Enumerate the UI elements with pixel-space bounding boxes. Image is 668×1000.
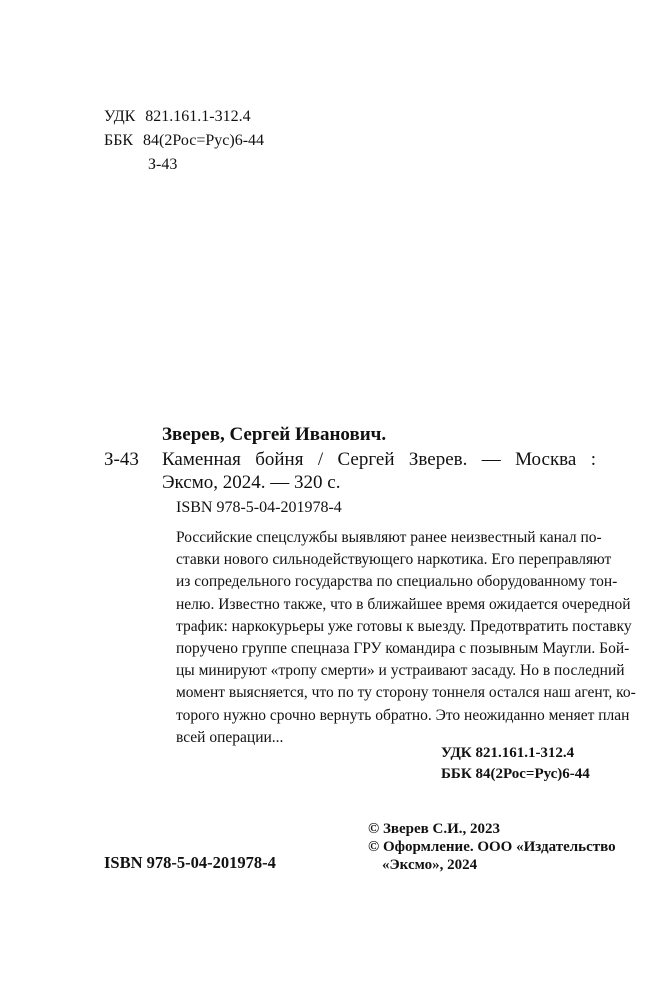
annotation-line: поручено группе спецназа ГРУ командира с позывным Маугли. Бой-: [176, 640, 630, 658]
copyright-author: © Зверев С.И., 2023: [368, 821, 500, 837]
annotation-line: нелю. Известно также, что в ближайшее время ожидается очередной: [176, 595, 631, 613]
annotation-line: трафик: наркокурьеры уже готовы к выезду. Предотвратить поставку: [176, 617, 632, 635]
author-name: Зверев, Сергей Иванович.: [162, 424, 387, 445]
udk-value: 821.161.1-312.4: [145, 108, 251, 125]
udk-label: УДК: [104, 108, 136, 125]
annotation-line: торого нужно срочно вернуть обратно. Это неожиданно меняет план: [176, 706, 630, 724]
bbk-code: [104, 129, 264, 153]
title-line-2: Эксмо, 2024. — 320 с.: [162, 472, 341, 493]
bbk-label: ББК: [104, 132, 134, 149]
author-mark-header: З-43: [148, 156, 178, 173]
annotation-line: всей операции...: [176, 728, 284, 746]
isbn-record: ISBN 978-5-04-201978-4: [176, 499, 342, 516]
annotation-line: ставки нового сильнодействующего наркотика. Его переправляют: [176, 551, 612, 569]
bbk-bottom: ББК 84(2Рос=Рус)6-44: [441, 766, 590, 782]
bbk-value: 84(2Рос=Рус)6-44: [143, 132, 265, 149]
copyright-publisher: «Эксмо», 2024: [382, 857, 478, 873]
udk-bottom: УДК 821.161.1-312.4: [441, 745, 575, 761]
annotation: [176, 527, 636, 749]
isbn-bottom: ISBN 978-5-04-201978-4: [104, 853, 276, 872]
copyright-design: © Оформление. ООО «Издательство: [368, 839, 616, 855]
annotation-line: Российские спецслужбы выявляют ранее неизвестный канал по-: [176, 529, 602, 546]
author-mark: З-43: [104, 449, 139, 470]
udk-code: [104, 105, 251, 129]
annotation-line: момент выясняется, что по ту сторону тоннеля остался наш агент, ко-: [176, 684, 636, 702]
title-line-1: Каменная бойня / Сергей Зверев. — Москва :: [162, 449, 596, 470]
annotation-line: цы минируют «тропу смерти» и устраивают засаду. Но в последний: [176, 662, 625, 680]
annotation-line: из сопредельного государства по специально оборудованному тон-: [176, 573, 618, 591]
